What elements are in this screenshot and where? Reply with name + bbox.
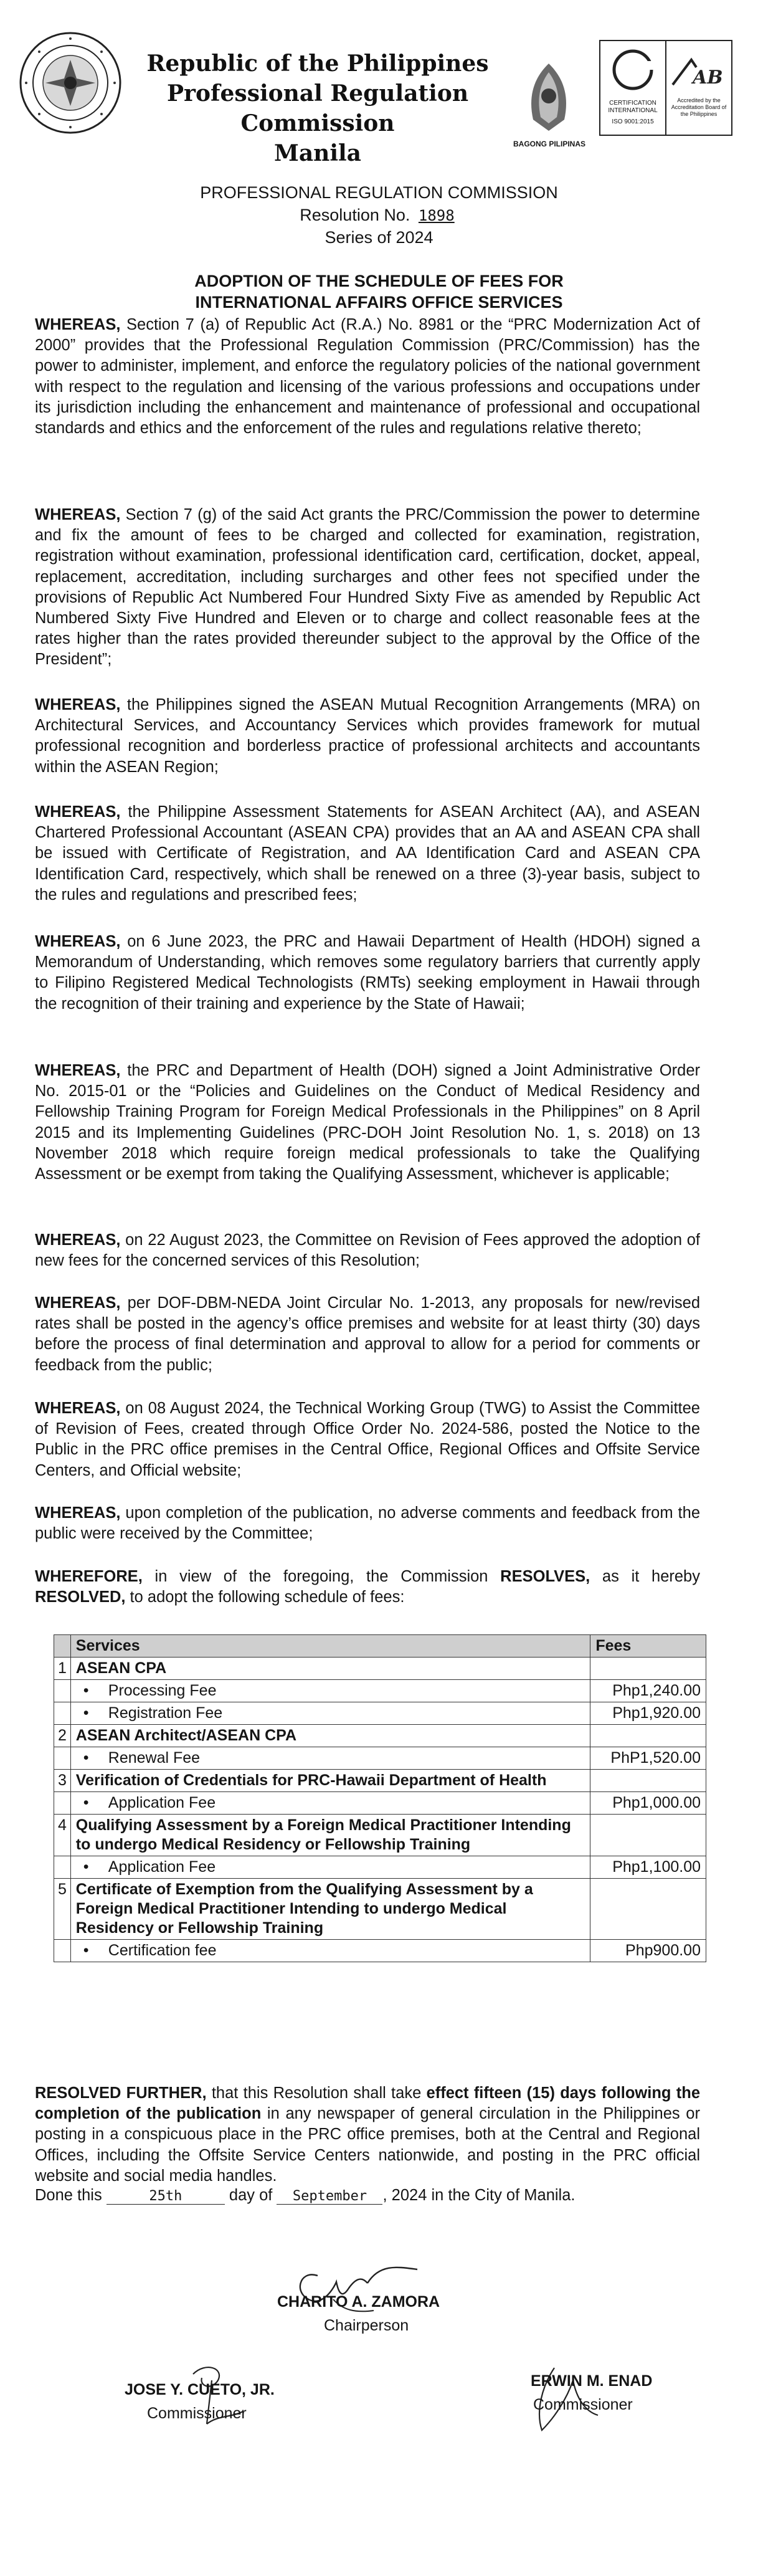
done-line bbox=[35, 2187, 576, 2205]
resolved-keyword: RESOLVED, bbox=[35, 1588, 126, 1606]
whereas-lead: WHEREAS, bbox=[35, 803, 121, 821]
resolution-heading bbox=[0, 270, 758, 313]
whereas-lead: WHEREAS, bbox=[35, 696, 121, 713]
chairperson-name: CHARITO A. ZAMORA bbox=[277, 2293, 440, 2311]
row-number bbox=[54, 1856, 71, 1879]
service-item: • Renewal Fee bbox=[70, 1747, 590, 1770]
whereas-text: the Philippines signed the ASEAN Mutual Recognition Arrangements (MRA) on Architectural Services, and Accountancy Services which provides framework for mutual professional recognition and borderless practice of professional architects and accountants within the ASEAN Region; bbox=[35, 696, 700, 776]
service-item: • Application Fee bbox=[70, 1856, 590, 1879]
whereas-text: on 6 June 2023, the PRC and Hawaii Department of Health (HDOH) signed a Memorandum of Understanding, which removes some regulatory barriers that currently apply to Filipino Registered Medical Technologists (RMTs) seeking employment in Hawaii through the recognition of their training and experience by the State of Hawaii; bbox=[35, 933, 700, 1013]
table-row bbox=[54, 1815, 706, 1856]
table-row bbox=[54, 1770, 706, 1792]
table-row bbox=[54, 1747, 706, 1770]
whereas-clause-6 bbox=[35, 1061, 700, 1185]
header-services: Services bbox=[70, 1635, 590, 1658]
whereas-text: the Philippine Assessment Statements for ASEAN Architect (AA), and ASEAN Chartered Professional Accountant (ASEAN CPA) provides that an AA and ASEAN CPA shall be issued with Certificate of Registration, and AA Identification Card and ASEAN CPA Identification Card, respectively, which shall be renewed on a three (3)-year basis, subject to the rules and regulations and prescribed fees; bbox=[35, 803, 700, 904]
fee-cell: PhP1,520.00 bbox=[590, 1747, 706, 1770]
done-mid: day of bbox=[229, 2187, 273, 2204]
wherefore-lead: WHEREFORE, bbox=[35, 1568, 143, 1585]
commissioner-cueto-name: JOSE Y. CUETO, JR. bbox=[125, 2381, 275, 2398]
row-number bbox=[54, 1747, 71, 1770]
fee-cell bbox=[590, 1770, 706, 1792]
commissioner-enad-role: Commissioner bbox=[533, 2396, 633, 2413]
row-number bbox=[54, 1680, 71, 1702]
service-item: • Certification fee bbox=[70, 1940, 590, 1962]
wherefore-text: as it hereby bbox=[590, 1568, 700, 1585]
row-number: 4 bbox=[54, 1815, 71, 1856]
fee-cell bbox=[590, 1725, 706, 1747]
cert-label-1: CERTIFICATION INTERNATIONAL bbox=[608, 100, 658, 114]
row-number bbox=[54, 1792, 71, 1815]
whereas-lead: WHEREAS, bbox=[35, 1231, 121, 1249]
whereas-text: Section 7 (g) of the said Act grants the PRC/Commission the power to determine and fix the amount of fees to be charged and collected for examination, registration, registration without examination, professional identification card, certification, docket, appeal, replacement, accreditation, including surcharges and other fees not specified under the provisions of Republic Act Numbered Four Hundred Sixty Five as amended by Republic Act Numbered Sixty Five Hundred and Eleven or to charge and collect reasonable fees at the rates higher than the rates provided thereunder subject to the approval by the Office of the President”; bbox=[35, 506, 700, 669]
fee-cell: Php1,100.00 bbox=[590, 1856, 706, 1879]
resolved-further-clause bbox=[35, 2083, 700, 2187]
prc-seal-logo bbox=[17, 30, 123, 136]
whereas-lead: WHEREAS, bbox=[35, 933, 121, 950]
letterhead bbox=[131, 49, 505, 168]
table-row bbox=[54, 1792, 706, 1815]
commissioner-cueto-role: Commissioner bbox=[147, 2405, 247, 2422]
whereas-lead: WHEREAS, bbox=[35, 506, 121, 523]
commission-title: PROFESSIONAL REGULATION COMMISSION bbox=[200, 183, 558, 202]
whereas-lead: WHEREAS, bbox=[35, 316, 121, 333]
fee-schedule-table bbox=[54, 1634, 706, 1962]
resolution-number-line bbox=[0, 206, 758, 225]
resolved-further-lead: RESOLVED FURTHER, bbox=[35, 2084, 207, 2102]
wherefore-clause bbox=[35, 1567, 700, 1608]
letterhead-line-3: Manila bbox=[273, 140, 362, 166]
certification-international-mark bbox=[600, 41, 666, 135]
service-category: ASEAN CPA bbox=[70, 1658, 590, 1680]
done-day: 25th bbox=[107, 2188, 225, 2205]
bagong-pilipinas-logo bbox=[514, 60, 583, 135]
whereas-clause-7 bbox=[35, 1230, 700, 1271]
letterhead-line-2: Professional Regulation Commission bbox=[166, 80, 469, 136]
whereas-text: Section 7 (a) of Republic Act (R.A.) No. 8981 or the “PRC Modernization Act of 2000” provides that the Professional Regulation Commission (PRC/Commission) has the power to administer, implement, and enforce the regulatory policies of the national government with respect to the regulation and licensing of the various professions and occupations under its jurisdiction including the enhancement and maintenance of professional and occupational standards and ethics and the enforcement of the rules and regulations relative thereto; bbox=[35, 316, 700, 437]
service-item: • Registration Fee bbox=[70, 1702, 590, 1725]
svg-text:AB: AB bbox=[693, 67, 723, 88]
whereas-clause-1 bbox=[35, 315, 700, 439]
whereas-text: upon completion of the publication, no adverse comments and feedback from the public were received by the Committee; bbox=[35, 1504, 700, 1543]
fee-cell bbox=[590, 1879, 706, 1940]
row-number: 2 bbox=[54, 1725, 71, 1747]
service-category: ASEAN Architect/ASEAN CPA bbox=[70, 1725, 590, 1747]
whereas-clause-8 bbox=[35, 1293, 700, 1376]
whereas-clause-4 bbox=[35, 802, 700, 905]
service-category: Verification of Credentials for PRC-Hawaii Department of Health bbox=[70, 1770, 590, 1792]
certification-icon bbox=[600, 45, 665, 95]
done-prefix: Done this bbox=[35, 2187, 102, 2204]
whereas-clause-2 bbox=[35, 505, 700, 670]
table-row bbox=[54, 1702, 706, 1725]
certification-badge bbox=[599, 40, 732, 136]
whereas-text: the PRC and Department of Health (DOH) signed a Joint Administrative Order No. 2015-01 or the “Policies and Guidelines on the Conduct of Medical Residency and Fellowship Training Program for Foreign Medical Professionals in the Philippines” on 8 April 2015 and its Implementing Guidelines (PRC-DOH Joint Resolution No. 1, s. 2018) on 13 November 2018 which require foreign medical professionals to take the Qualifying Assessment or be exempt from taking the Qualifying Assessment, whichever is applicable; bbox=[35, 1062, 700, 1183]
service-category: Qualifying Assessment by a Foreign Medical Practitioner Intending to undergo Medical Residency or Fellowship Training bbox=[70, 1815, 590, 1856]
whereas-lead: WHEREAS, bbox=[35, 1400, 121, 1417]
fee-cell bbox=[590, 1658, 706, 1680]
table-row bbox=[54, 1940, 706, 1962]
whereas-clause-9 bbox=[35, 1398, 700, 1481]
heading-line-1: ADOPTION OF THE SCHEDULE OF FEES FOR bbox=[194, 272, 564, 290]
row-number bbox=[54, 1702, 71, 1725]
resolved-further-text: that this Resolution shall take bbox=[206, 2084, 427, 2102]
accreditation-mark bbox=[666, 41, 731, 135]
row-number: 3 bbox=[54, 1770, 71, 1792]
service-category: Certificate of Exemption from the Qualifying Assessment by a Foreign Medical Practitioner Intending to undergo Medical Residency or Fellowship Training bbox=[70, 1879, 590, 1940]
wherefore-text: to adopt the following schedule of fees: bbox=[125, 1588, 405, 1606]
whereas-lead: WHEREAS, bbox=[35, 1294, 121, 1312]
table-row bbox=[54, 1658, 706, 1680]
row-number: 5 bbox=[54, 1879, 71, 1940]
heading-line-2: INTERNATIONAL AFFAIRS OFFICE SERVICES bbox=[195, 293, 563, 312]
whereas-clause-3 bbox=[35, 695, 700, 778]
letterhead-line-1: Republic of the Philippines bbox=[146, 50, 489, 77]
resolved-further-text: in any newspaper of general circulation in the Philippines or posting in a conspicuous place in the PRC office premises, both at the Central and Regional Offices, including the Offsite Service Centers nationwide, and posting in the PRC official website and social media handles. bbox=[35, 2105, 700, 2185]
header-num-cell bbox=[54, 1635, 71, 1658]
fee-cell: Php1,920.00 bbox=[590, 1702, 706, 1725]
row-number bbox=[54, 1940, 71, 1962]
fee-cell: Php900.00 bbox=[590, 1940, 706, 1962]
bagong-pilipinas-label: BAGONG PILIPINAS bbox=[513, 140, 585, 148]
row-number: 1 bbox=[54, 1658, 71, 1680]
whereas-lead: WHEREAS, bbox=[35, 1504, 121, 1522]
table-row bbox=[54, 1856, 706, 1879]
done-suffix: , 2024 in the City of Manila. bbox=[382, 2187, 576, 2204]
table-row bbox=[54, 1680, 706, 1702]
resolves-keyword: RESOLVES, bbox=[500, 1568, 590, 1585]
whereas-text: on 22 August 2023, the Committee on Revision of Fees approved the adoption of new fees for the concerned services of this Resolution; bbox=[35, 1231, 700, 1270]
chairperson-role: Chairperson bbox=[324, 2317, 409, 2334]
table-header-row bbox=[54, 1635, 706, 1658]
wherefore-text: in view of the foregoing, the Commission bbox=[142, 1568, 501, 1585]
resolution-prefix: Resolution No. bbox=[300, 206, 410, 224]
series-year: Series of 2024 bbox=[325, 228, 433, 247]
whereas-lead: WHEREAS, bbox=[35, 1062, 121, 1079]
cert-label-2: ISO 9001:2015 bbox=[612, 118, 654, 125]
whereas-clause-10 bbox=[35, 1503, 700, 1544]
resolution-number: 1898 bbox=[418, 207, 455, 224]
done-month: September bbox=[277, 2188, 382, 2205]
whereas-clause-5 bbox=[35, 932, 700, 1014]
table-row bbox=[54, 1725, 706, 1747]
whereas-text: per DOF-DBM-NEDA Joint Circular No. 1-2013, any proposals for new/revised rates shall be posted in the agency’s office premises and website for at least thirty (30) days before the process of final determination and approval to allow for a period for comments or feedback from the public; bbox=[35, 1294, 700, 1374]
accreditation-icon bbox=[666, 54, 731, 91]
fee-cell: Php1,000.00 bbox=[590, 1792, 706, 1815]
service-item: • Application Fee bbox=[70, 1792, 590, 1815]
cert-label-3: Accredited by the Accreditation Board of the Philippines bbox=[671, 97, 727, 117]
effectivity-clause: effect fifteen (15) days following the completion of the publication bbox=[35, 2084, 700, 2123]
commissioner-enad-name: ERWIN M. ENAD bbox=[531, 2372, 653, 2390]
fee-cell: Php1,240.00 bbox=[590, 1680, 706, 1702]
header-fees: Fees bbox=[590, 1635, 706, 1658]
service-item: • Processing Fee bbox=[70, 1680, 590, 1702]
whereas-text: on 08 August 2024, the Technical Working Group (TWG) to Assist the Committee of Revision of Fees, created through Office Order No. 2024-586, posted the Notice to the Public in the PRC office premises in the Central Office, Regional Offices and Offsite Service Centers, and Official website; bbox=[35, 1400, 700, 1479]
fee-cell bbox=[590, 1815, 706, 1856]
table-row bbox=[54, 1879, 706, 1940]
